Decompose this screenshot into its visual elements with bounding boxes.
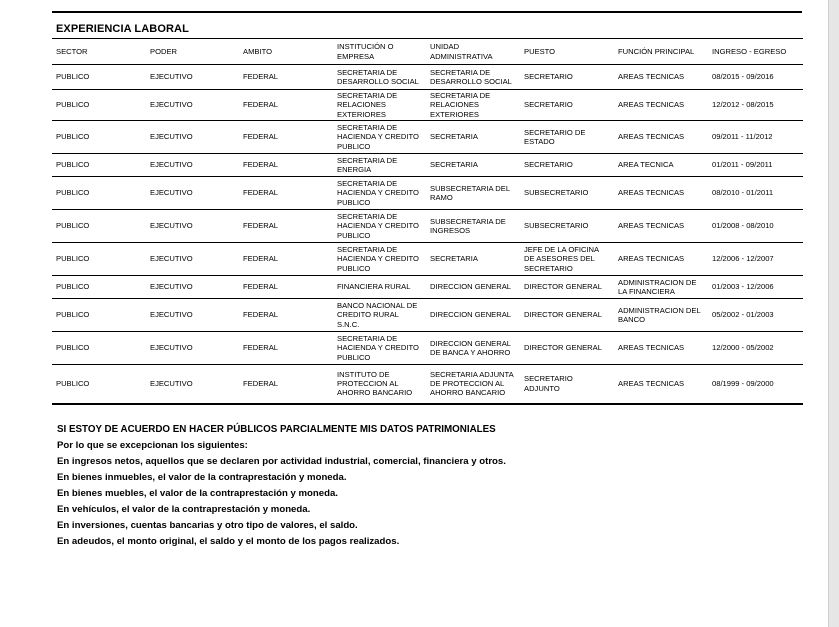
cell-puesto: DIRECTOR GENERAL [520,276,614,299]
cell-institucion: SECRETARIA DE HACIENDA Y CREDITO PUBLICO [333,121,426,154]
table-body [52,65,803,404]
top-rule [52,11,802,13]
cell-unidad: SECRETARIA DE RELACIONES EXTERIORES [426,90,520,121]
cell-ingreso-egreso: 08/1999 - 09/2000 [708,365,803,404]
cell-funcion: AREAS TECNICAS [614,332,708,365]
cell-ingreso-egreso: 01/2011 - 09/2011 [708,154,803,177]
cell-funcion: AREAS TECNICAS [614,210,708,243]
table-row [52,276,803,299]
notes-line: En inversiones, cuentas bancarias y otro tipo de valores, el saldo. [57,520,358,531]
cell-institucion: SECRETARIA DE ENERGIA [333,154,426,177]
cell-ambito: FEDERAL [239,365,333,404]
cell-funcion: AREAS TECNICAS [614,365,708,404]
cell-institucion: BANCO NACIONAL DE CREDITO RURAL S.N.C. [333,299,426,332]
cell-puesto: DIRECTOR GENERAL [520,332,614,365]
cell-puesto: DIRECTOR GENERAL [520,299,614,332]
cell-puesto: SECRETARIO [520,90,614,121]
cell-ambito: FEDERAL [239,154,333,177]
table-row [52,65,803,90]
cell-institucion: SECRETARIA DE DESARROLLO SOCIAL [333,65,426,90]
notes-line: En adeudos, el monto original, el saldo y el monto de los pagos realizados. [57,536,400,547]
cell-poder: EJECUTIVO [146,177,239,210]
cell-funcion: AREAS TECNICAS [614,177,708,210]
cell-ambito: FEDERAL [239,332,333,365]
cell-poder: EJECUTIVO [146,332,239,365]
notes-line: En ingresos netos, aquellos que se declaren por actividad industrial, comercial, financiera y otros. [57,456,506,467]
cell-unidad: DIRECCION GENERAL [426,299,520,332]
table-row [52,121,803,154]
cell-sector: PUBLICO [52,121,146,154]
patrimonial-notes [57,422,797,550]
table-row [52,210,803,243]
work-experience-table [52,38,803,405]
col-header-poder: PODER [146,39,239,65]
col-header-ambito: AMBITO [239,39,333,65]
cell-unidad: DIRECCION GENERAL DE BANCA Y AHORRO [426,332,520,365]
cell-sector: PUBLICO [52,299,146,332]
cell-funcion: AREAS TECNICAS [614,121,708,154]
cell-ambito: FEDERAL [239,276,333,299]
table-row [52,90,803,121]
cell-sector: PUBLICO [52,90,146,121]
cell-puesto: SUBSECRETARIO [520,177,614,210]
cell-ingreso-egreso: 12/2000 - 05/2002 [708,332,803,365]
cell-funcion: AREAS TECNICAS [614,90,708,121]
cell-funcion: ADMINISTRACION DEL BANCO [614,299,708,332]
cell-institucion: FINANCIERA RURAL [333,276,426,299]
cell-institucion: SECRETARIA DE HACIENDA Y CREDITO PUBLICO [333,332,426,365]
cell-institucion: SECRETARIA DE HACIENDA Y CREDITO PUBLICO [333,210,426,243]
cell-poder: EJECUTIVO [146,243,239,276]
table-row [52,365,803,404]
cell-unidad: SECRETARIA ADJUNTA DE PROTECCION AL AHORRO BANCARIO [426,365,520,404]
cell-poder: EJECUTIVO [146,299,239,332]
col-header-sector: SECTOR [52,39,146,65]
cell-funcion: AREAS TECNICAS [614,65,708,90]
notes-line: Por lo que se excepcionan los siguientes: [57,440,248,451]
table-row [52,177,803,210]
table-row [52,332,803,365]
cell-poder: EJECUTIVO [146,65,239,90]
cell-sector: PUBLICO [52,365,146,404]
cell-puesto: SECRETARIO ADJUNTO [520,365,614,404]
section-title: EXPERIENCIA LABORAL [56,23,189,35]
cell-unidad: DIRECCION GENERAL [426,276,520,299]
cell-sector: PUBLICO [52,243,146,276]
cell-puesto: JEFE DE LA OFICINA DE ASESORES DEL SECRETARIO [520,243,614,276]
cell-ingreso-egreso: 01/2003 - 12/2006 [708,276,803,299]
notes-line: En vehículos, el valor de la contraprestación y moneda. [57,504,311,515]
cell-ingreso-egreso: 08/2010 - 01/2011 [708,177,803,210]
cell-institucion: SECRETARIA DE HACIENDA Y CREDITO PUBLICO [333,243,426,276]
col-header-puesto: PUESTO [520,39,614,65]
cell-poder: EJECUTIVO [146,365,239,404]
cell-ambito: FEDERAL [239,243,333,276]
cell-poder: EJECUTIVO [146,154,239,177]
cell-sector: PUBLICO [52,210,146,243]
cell-ambito: FEDERAL [239,121,333,154]
cell-unidad: SECRETARIA [426,154,520,177]
cell-poder: EJECUTIVO [146,121,239,154]
cell-ambito: FEDERAL [239,90,333,121]
col-header-ingreso-egreso: INGRESO - EGRESO [708,39,803,65]
cell-institucion: SECRETARIA DE HACIENDA Y CREDITO PUBLICO [333,177,426,210]
cell-ambito: FEDERAL [239,177,333,210]
table-row [52,154,803,177]
cell-funcion: AREA TECNICA [614,154,708,177]
cell-funcion: AREAS TECNICAS [614,243,708,276]
window-scrollbar[interactable] [829,0,839,627]
col-header-unidad: UNIDAD ADMINISTRATIVA [426,39,520,65]
cell-ingreso-egreso: 09/2011 - 11/2012 [708,121,803,154]
table-row [52,243,803,276]
cell-sector: PUBLICO [52,177,146,210]
cell-unidad: SUBSECRETARIA DEL RAMO [426,177,520,210]
cell-ambito: FEDERAL [239,299,333,332]
cell-ingreso-egreso: 01/2008 - 08/2010 [708,210,803,243]
cell-sector: PUBLICO [52,154,146,177]
col-header-institucion: INSTITUCIÓN O EMPRESA [333,39,426,65]
cell-unidad: SECRETARIA [426,243,520,276]
cell-funcion: ADMINISTRACION DE LA FINANCIERA [614,276,708,299]
cell-puesto: SECRETARIO DE ESTADO [520,121,614,154]
cell-puesto: SECRETARIO [520,154,614,177]
notes-line: En bienes muebles, el valor de la contraprestación y moneda. [57,488,338,499]
cell-poder: EJECUTIVO [146,276,239,299]
cell-ingreso-egreso: 12/2006 - 12/2007 [708,243,803,276]
table-header-row [52,39,803,65]
cell-unidad: SUBSECRETARIA DE INGRESOS [426,210,520,243]
cell-institucion: SECRETARIA DE RELACIONES EXTERIORES [333,90,426,121]
cell-poder: EJECUTIVO [146,210,239,243]
cell-ingreso-egreso: 08/2015 - 09/2016 [708,65,803,90]
cell-ingreso-egreso: 05/2002 - 01/2003 [708,299,803,332]
cell-poder: EJECUTIVO [146,90,239,121]
cell-ambito: FEDERAL [239,65,333,90]
cell-sector: PUBLICO [52,65,146,90]
cell-sector: PUBLICO [52,276,146,299]
cell-ingreso-egreso: 12/2012 - 08/2015 [708,90,803,121]
table-row [52,299,803,332]
notes-heading: SI ESTOY DE ACUERDO EN HACER PÚBLICOS PARCIALMENTE MIS DATOS PATRIMONIALES [57,424,496,435]
cell-unidad: SECRETARIA [426,121,520,154]
cell-sector: PUBLICO [52,332,146,365]
notes-line: En bienes inmuebles, el valor de la contraprestación y moneda. [57,472,347,483]
cell-ambito: FEDERAL [239,210,333,243]
cell-unidad: SECRETARIA DE DESARROLLO SOCIAL [426,65,520,90]
cell-institucion: INSTITUTO DE PROTECCION AL AHORRO BANCARIO [333,365,426,404]
cell-puesto: SUBSECRETARIO [520,210,614,243]
col-header-funcion: FUNCIÓN PRINCIPAL [614,39,708,65]
cell-puesto: SECRETARIO [520,65,614,90]
